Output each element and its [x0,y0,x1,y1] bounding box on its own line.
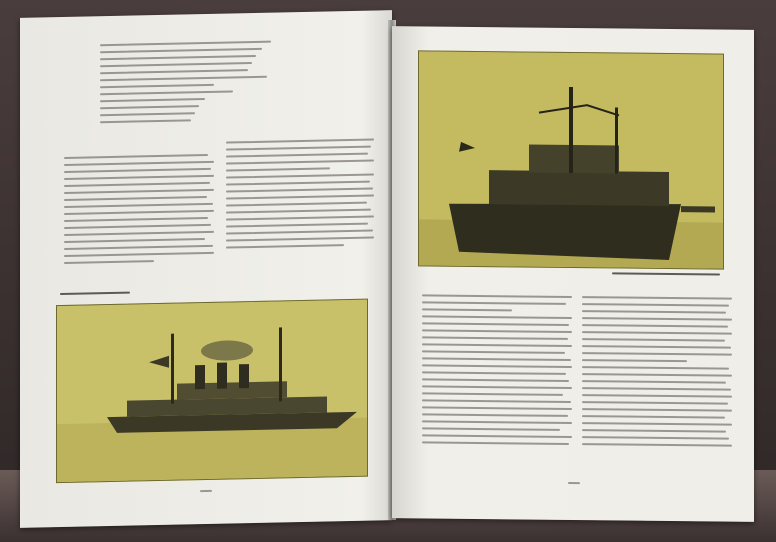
photo-caption [60,292,130,300]
page-number-right [568,482,580,489]
left-column-text [64,154,214,269]
right-column-text [226,138,374,253]
right-page [392,26,754,522]
right-page-left-column [422,294,572,450]
photo-caption-right [612,272,720,280]
page-number-left [200,490,212,497]
battleship-silhouette [57,300,367,482]
spec-list-block [100,40,290,128]
left-page [20,10,392,528]
moored-ship-silhouette [419,51,723,268]
right-page-right-column [582,296,732,452]
battleship-photo [56,299,368,484]
moored-battleship-photo [418,50,724,269]
